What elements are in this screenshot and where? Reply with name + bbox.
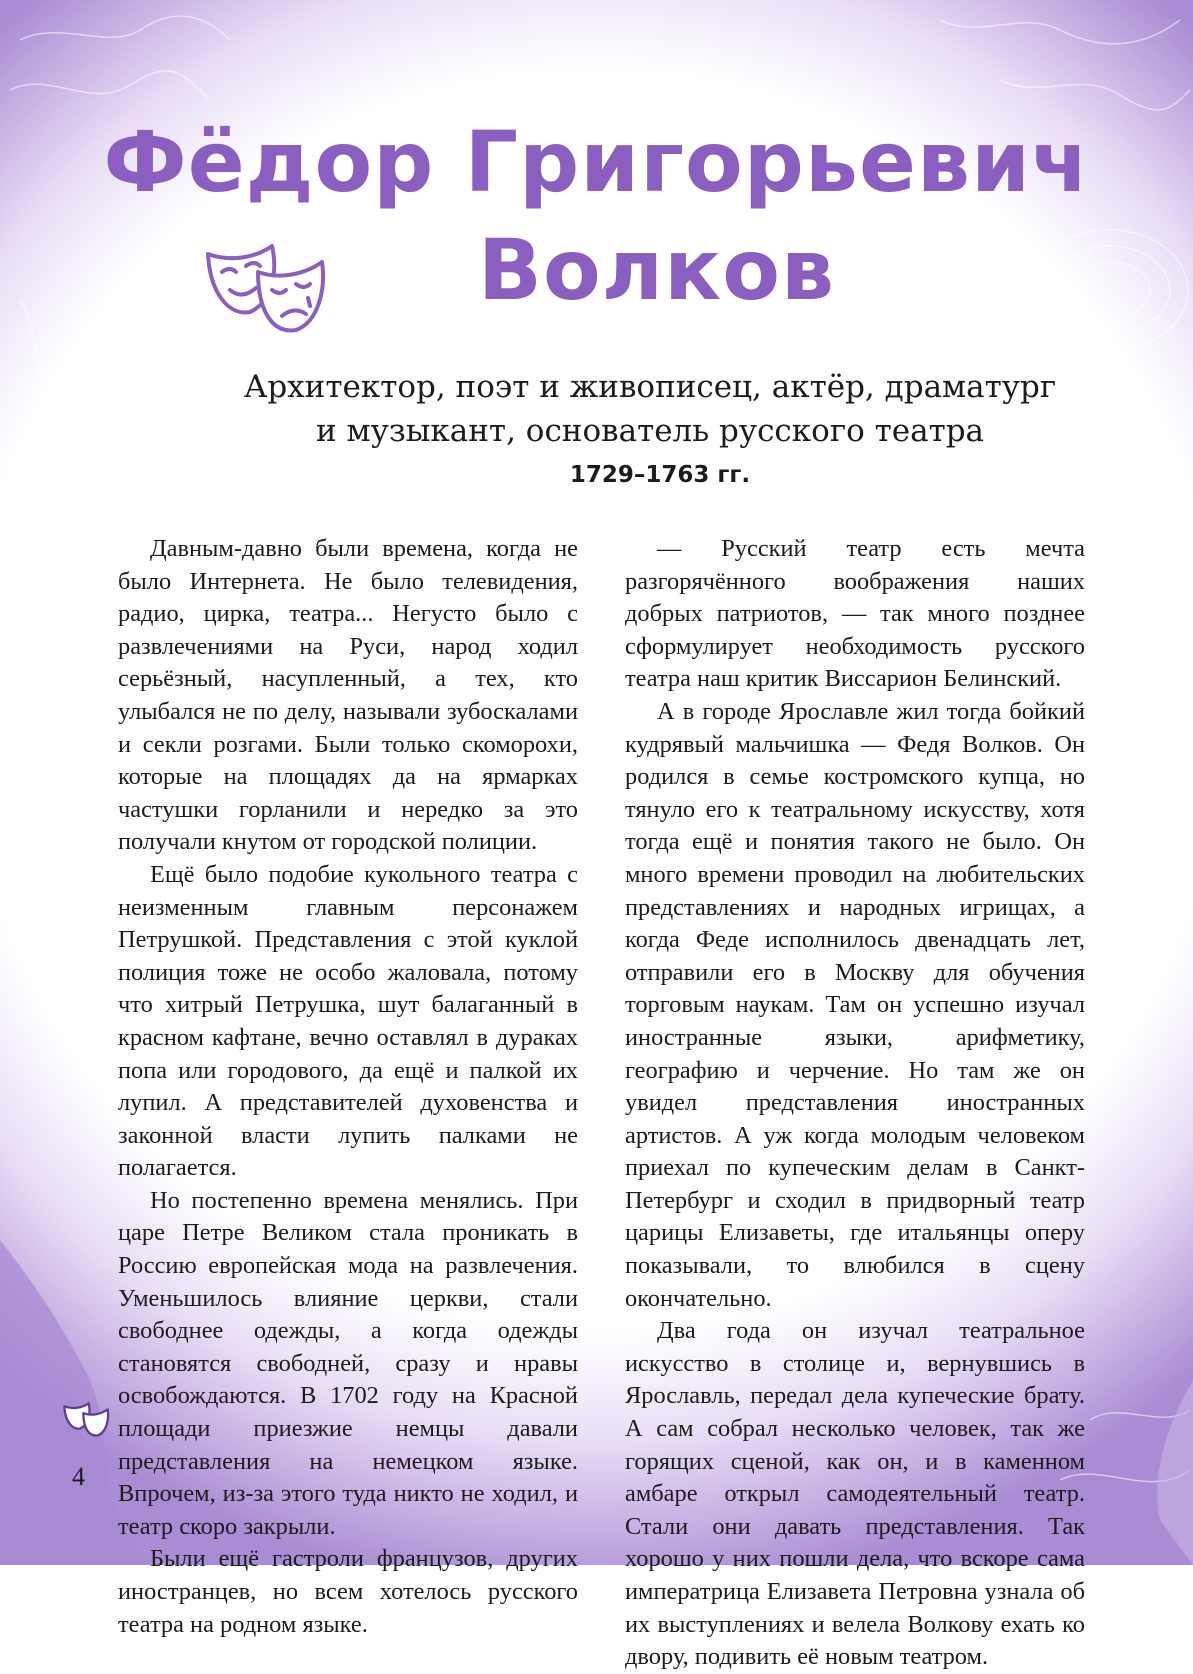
right-text-column [625, 533, 1085, 1674]
theater-masks-icon [60, 1398, 112, 1438]
paragraph: А в городе Ярославле жил тогда бойкий кудрявый мальчишка — Федя Волков. Он родился в семье костромского купца, но тянуло его к театральному искусству, хотя тогда ещё и понятия такого не было. Он много времени проводил на любительских представлениях и народных игрищах, а когда Феде исполнилось двенадцать лет, отправили его в Москву для обучения торговым наукам. Там он успешно изучал иностранные языки, арифметику, географию и черчение. Но там же он увидел представления иностранных артистов. А уж когда молодым человеком приехал по купеческим делам в Санкт-Петербург и сходил в придворный театр царицы Елизаветы, где итальянцы оперу показывали, то влюбился в сцену окончательно. [625, 697, 1085, 1312]
paragraph: Были ещё гастроли французов, других иностранцев, но всем хотелось русского театра на родном языке. [118, 1545, 578, 1638]
paragraph: — Русский театр есть мечта разгорячённого воображения наших добрых патриотов, — так много позднее сформулирует необходимость русского театра наш критик Виссарион Белинский. [625, 535, 1085, 693]
paragraph: Ещё было подобие кукольного театра с неизменным главным персонажем Петрушкой. Представления с этой куклой полиция тоже не особо жаловала, потому что хитрый Петрушка, шут балаганный в красном кафтане, вечно оставлял в дураках попа или городового, да ещё и палкой их лупил. А представителей духовенства и законной власти лупить палками не полагается. [118, 860, 578, 1182]
subtitle-line1: Архитектор, поэт и живописец, актёр, драматург [243, 369, 1057, 405]
page-number: 4 [72, 1462, 85, 1491]
paragraph: Два года он изучал театральное искусство в столице и, вернувшись в Ярославль, передал дела купеческие брату. А сам собрал несколько человек, так же горящих сценой, как он, и в каменном амбаре открыл самодеятельный театр. Стали они давать представления. Так хорошо у них пошли дела, что вскоре сама императрица Елизавета Петровна узнала об их выступлениях и велела Волкову ехать ко двору, подивить её новым театром. [625, 1317, 1085, 1671]
subtitle-line2: и музыкант, основатель русского театра [315, 413, 985, 449]
page-title-line1: Фёдор Григорьевич [103, 113, 1090, 211]
paragraph: Давным-давно были времена, когда не было Интернета. Не было телевидения, радио, цирка, театра... Негусто было с развлечениями на Руси, народ ходил серьёзный, насупленный, а тех, кто улыбался не по делу, называли зубоскалами и секли розгами. Были только скоморохи, которые на площадях да на ярмарках частушки горланили и нередко за это получали кнутом от городской полиции. [118, 535, 578, 856]
life-years: 1729–1763 гг. [569, 462, 751, 488]
page-title-line2: Волков [477, 221, 836, 319]
left-text-column [118, 533, 578, 1641]
theater-masks-icon [200, 232, 330, 337]
paragraph: Но постепенно времена менялись. При царе Петре Великом стала проникать в Россию европейская мода на развлечения. Уменьшилось влияние церкви, стали свободнее одежды, а когда одежды становятся свободней, сразу и нравы освобождаются. В 1702 году на Красной площади приезжие немцы давали представления на немецком языке. Впрочем, из-за этого туда никто не ходил, и театр скоро закрыли. [118, 1186, 578, 1540]
